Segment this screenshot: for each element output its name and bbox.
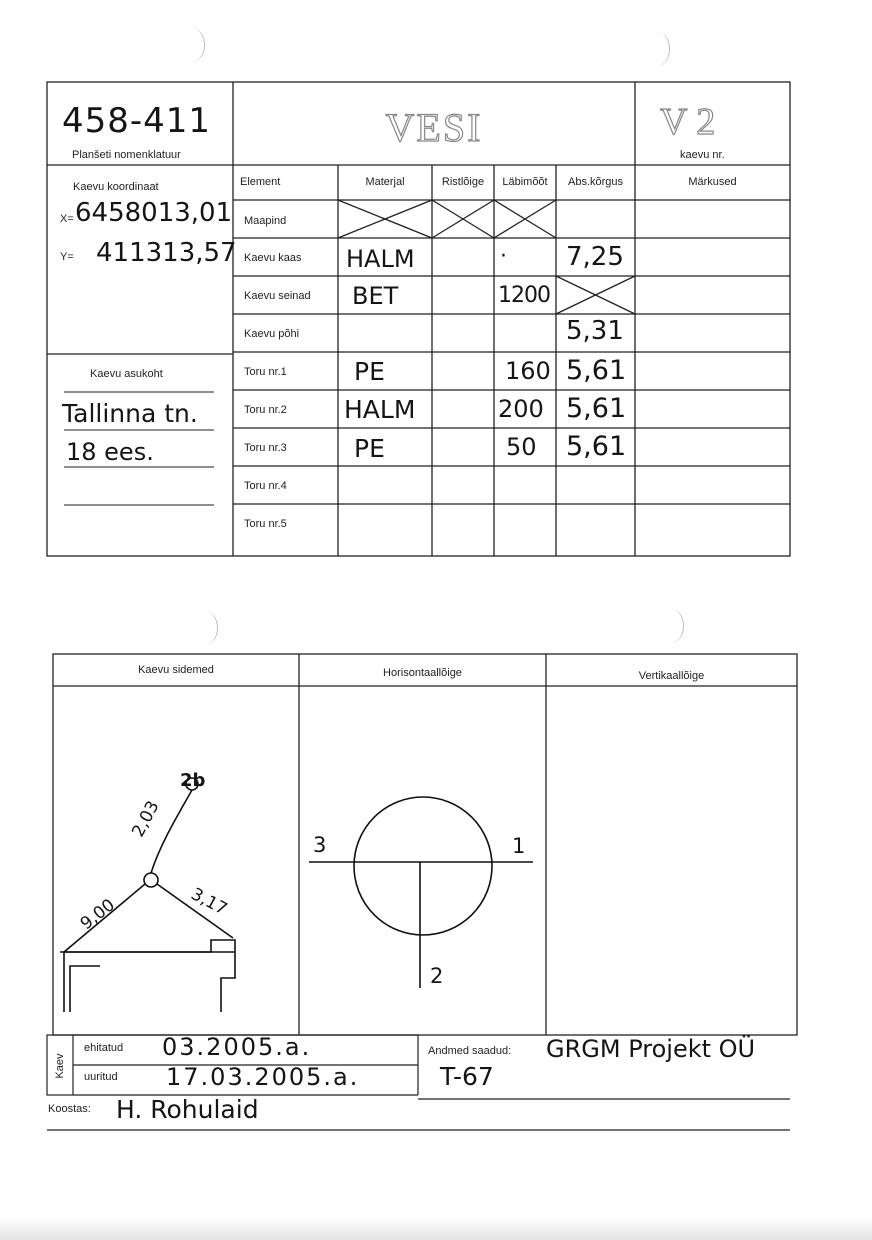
page-title: VESI — [385, 105, 483, 150]
row-height: 5,61 — [566, 393, 627, 424]
col-header-material: Materjal — [365, 176, 405, 188]
row-element: Toru nr.4 — [244, 480, 287, 492]
panel-header-vertical: Vertikaallõige — [638, 670, 705, 682]
x-coordinate-value: 6458013,01 — [75, 198, 233, 228]
y-label: Y= — [60, 251, 74, 263]
row-element: Toru nr.5 — [244, 518, 287, 530]
pipe-label-left: 3 — [313, 833, 327, 857]
row-element: Kaevu kaas — [244, 252, 302, 264]
well-number-value: V 2 — [660, 101, 716, 143]
y-coordinate-value: 411313,57 — [96, 238, 237, 268]
scan-edge — [0, 1218, 872, 1240]
tie-right-label: 3,17 — [187, 884, 231, 920]
built-label: ehitatud — [84, 1042, 124, 1054]
row-element: Kaevu põhi — [244, 328, 300, 340]
col-header-notes: Märkused — [688, 176, 737, 188]
row-diameter: 200 — [498, 395, 544, 423]
pipe-label-right: 1 — [512, 834, 526, 858]
row-material: HALM — [344, 395, 416, 424]
compiled-value: H. Rohulaid — [116, 1095, 259, 1124]
well-number-label: kaevu nr. — [680, 149, 725, 161]
tie-top-label: 2b — [180, 770, 206, 791]
location-line2: 18 ees. — [66, 438, 154, 466]
nomenclature-value: 458-411 — [62, 101, 212, 141]
row-diameter: 50 — [506, 433, 537, 461]
compiled-label: Koostas: — [48, 1103, 91, 1115]
col-header-element: Element — [240, 176, 281, 188]
data-source-label: Andmed saadud: — [428, 1045, 512, 1057]
row-height: 5,61 — [566, 431, 627, 462]
nomenclature-label: Planšeti nomenklatuur — [72, 149, 181, 161]
panel-header-horizontal: Horisontaallõige — [383, 667, 462, 679]
row-element: Toru nr.3 — [244, 442, 287, 454]
row-height: 5,61 — [566, 355, 627, 386]
row-element: Maapind — [244, 215, 287, 227]
tie-upper-label: 2,03 — [128, 797, 164, 841]
code-value: T-67 — [440, 1062, 494, 1091]
panel-header-ties: Kaevu sidemed — [138, 664, 214, 676]
row-height: 5,31 — [566, 316, 624, 346]
tie-left-label: 9,00 — [76, 895, 119, 935]
row-diameter: 160 — [505, 357, 551, 385]
col-header-diameter: Läbimõõt — [502, 176, 548, 188]
row-element: Kaevu seinad — [244, 290, 311, 302]
row-material: PE — [354, 434, 385, 463]
col-header-section: Ristlõige — [441, 176, 485, 188]
coordinates-label: Kaevu koordinaat — [73, 181, 159, 193]
location-label: Kaevu asukoht — [90, 368, 163, 380]
location-line1: Tallinna tn. — [62, 399, 198, 428]
horizontal-section-sketch — [309, 797, 533, 988]
row-height: 7,25 — [566, 242, 624, 272]
pipe-label-bottom: 2 — [430, 964, 444, 988]
surveyed-label: uuritud — [84, 1071, 118, 1083]
row-element: Toru nr.2 — [244, 404, 287, 416]
data-source-value: GRGM Projekt OÜ — [546, 1035, 756, 1063]
surveyed-value: 17.03.2005.a. — [166, 1063, 360, 1091]
row-diameter: 1200 — [498, 283, 550, 308]
footer-side-label: Kaev — [54, 1053, 66, 1079]
row-material: PE — [354, 357, 385, 386]
row-material: HALM — [346, 245, 415, 273]
x-label: X= — [60, 213, 74, 225]
row-element: Toru nr.1 — [244, 366, 287, 378]
col-header-height: Abs.kõrgus — [567, 176, 624, 188]
row-material: BET — [352, 282, 399, 310]
row-diameter: · — [500, 244, 507, 269]
built-value: 03.2005.a. — [162, 1033, 312, 1061]
